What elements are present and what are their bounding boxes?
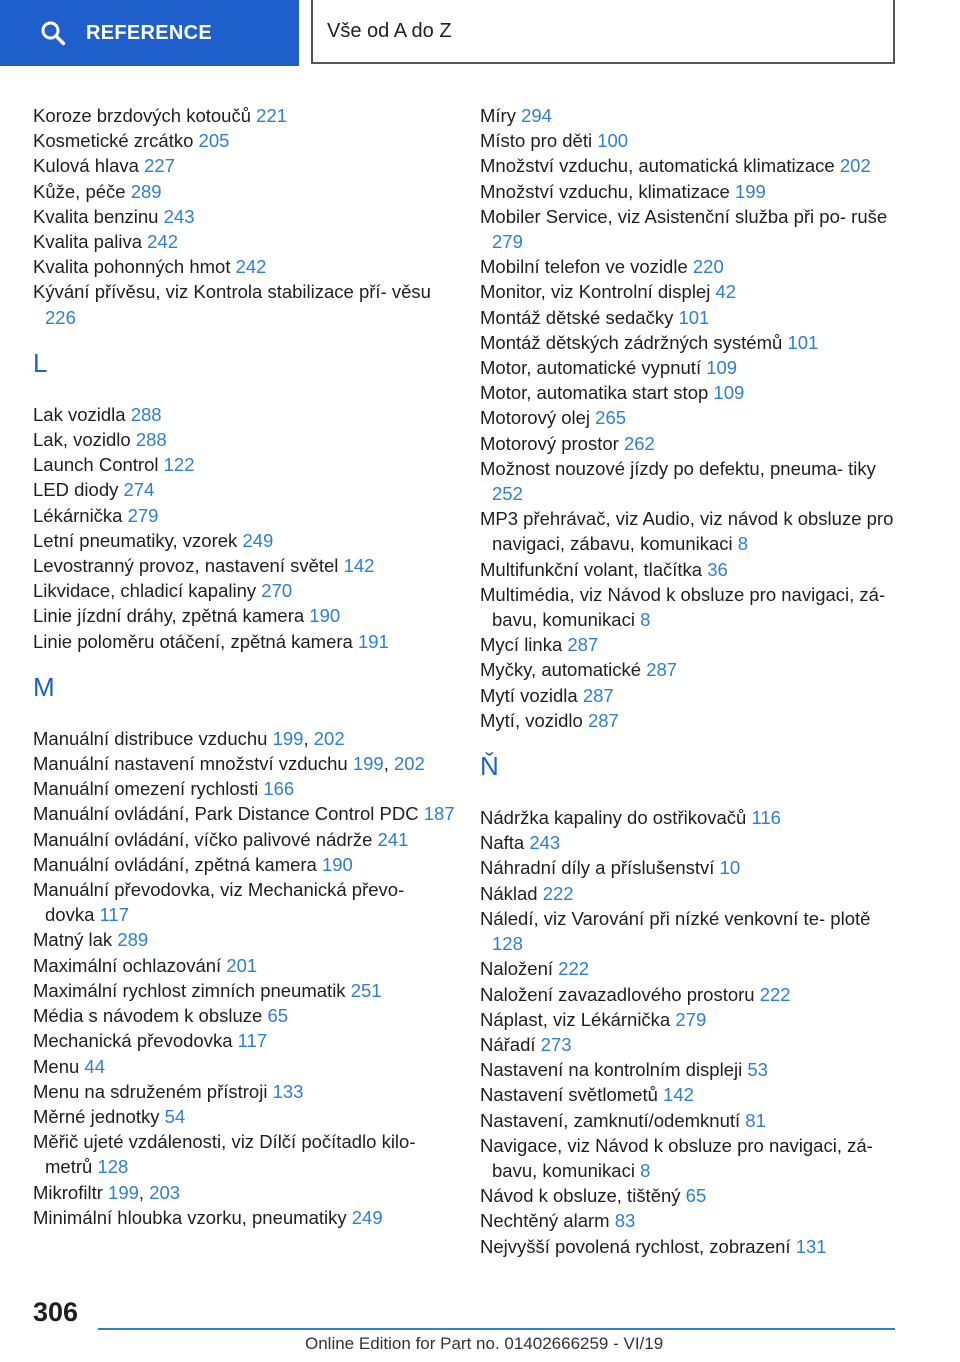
index-entry bbox=[480, 708, 900, 733]
page-link[interactable]: 288 bbox=[130, 403, 162, 425]
page-link[interactable]: 8 bbox=[640, 1159, 651, 1181]
index-entry-text: Nastavení, zamknutí/odemknutí bbox=[480, 1109, 741, 1131]
index-entry-text: Měrné jednotky bbox=[33, 1105, 160, 1127]
index-entry bbox=[33, 603, 458, 628]
index-entry-text: Mobilní telefon ve vozidle bbox=[480, 256, 688, 278]
page-link[interactable]: 199 bbox=[108, 1181, 139, 1203]
index-entry-text: Manuální převodovka, viz Mechanická převo‐ dovka bbox=[33, 879, 405, 926]
page-link[interactable]: 53 bbox=[747, 1059, 768, 1081]
index-entry bbox=[480, 982, 900, 1007]
index-entry bbox=[480, 830, 900, 855]
page-link[interactable]: 279 bbox=[492, 231, 523, 253]
index-entry-text: Linie jízdní dráhy, zpětná kamera bbox=[33, 605, 305, 627]
index-entry-text: Menu na sdruženém přístroji bbox=[33, 1080, 268, 1102]
page-link[interactable]: 222 bbox=[542, 882, 574, 904]
index-entry bbox=[480, 380, 900, 405]
page-link[interactable]: 101 bbox=[787, 331, 819, 353]
index-entry-text: Kvalita paliva bbox=[33, 231, 143, 253]
page-link[interactable]: 202 bbox=[313, 727, 345, 749]
index-entry bbox=[480, 1133, 900, 1183]
index-entry bbox=[480, 254, 900, 279]
index-entry-text: Náklad bbox=[480, 882, 538, 904]
page-link[interactable]: 166 bbox=[263, 778, 295, 800]
index-entry bbox=[33, 1079, 458, 1104]
index-entry bbox=[480, 632, 900, 657]
index-entry bbox=[33, 477, 458, 502]
index-entry: Manuální nastavení množství vzduchu 199, 202 bbox=[33, 753, 425, 775]
index-entry bbox=[480, 557, 900, 582]
index-entry-text: Manuální ovládání, Park Distance Control PDC bbox=[33, 803, 419, 825]
index-entry-text: Manuální ovládání, zpětná kamera bbox=[33, 853, 317, 875]
index-entry bbox=[480, 179, 900, 204]
page-link[interactable]: 221 bbox=[256, 105, 288, 126]
index-entry-text: Motor, automatické vypnutí bbox=[480, 357, 702, 379]
index-column-right bbox=[480, 103, 900, 1259]
page-link[interactable]: 191 bbox=[357, 630, 389, 652]
index-entry-text: Maximální ochlazování bbox=[33, 954, 222, 976]
edition-note: Online Edition for Part no. 01402666259 - VI/19 bbox=[305, 1334, 664, 1353]
index-entry-text: Mikrofiltr bbox=[33, 1181, 103, 1203]
index-entry bbox=[33, 578, 458, 603]
page-link[interactable]: 10 bbox=[719, 857, 741, 879]
index-entry bbox=[480, 1057, 900, 1082]
page-link[interactable]: 287 bbox=[587, 709, 619, 731]
reference-tab-label: REFERENCE bbox=[86, 21, 213, 44]
page-link[interactable]: 202 bbox=[393, 753, 425, 775]
index-entry-text: Naložení zavazadlového prostoru bbox=[480, 983, 755, 1005]
index-entry bbox=[33, 279, 458, 329]
index-entry-text: Lak vozidla bbox=[33, 403, 126, 425]
page-link[interactable]: 203 bbox=[149, 1181, 181, 1203]
index-entry-text: Manuální omezení rychlosti bbox=[33, 778, 259, 800]
index-entry bbox=[33, 1205, 458, 1230]
index-entry-text: Manuální ovládání, víčko palivové nádrže bbox=[33, 828, 373, 850]
index-entry-text: Monitor, viz Kontrolní displej bbox=[480, 281, 711, 303]
index-entry bbox=[480, 330, 900, 355]
page-link[interactable]: 128 bbox=[97, 1156, 129, 1178]
footer-divider bbox=[98, 1328, 895, 1330]
index-entry-text: Multimédia, viz Návod k obsluze pro navigaci, zá‐ bavu, komunikaci bbox=[480, 583, 886, 631]
page-link[interactable]: 242 bbox=[235, 256, 267, 278]
index-entry-text: Likvidace, chladicí kapaliny bbox=[33, 580, 257, 602]
index-entry bbox=[480, 456, 900, 506]
index-entry bbox=[480, 153, 900, 178]
index-entry-text: Náplast, viz Lékárnička bbox=[480, 1008, 671, 1030]
index-entry-text: Kosmetické zrcátko bbox=[33, 130, 194, 152]
index-entry bbox=[480, 279, 900, 304]
index-entry-text: Měřič ujeté vzdálenosti, viz Dílčí počítadlo kilo‐ metrů bbox=[33, 1131, 416, 1178]
index-letter-heading: M bbox=[33, 671, 55, 702]
page-link[interactable]: 265 bbox=[595, 407, 627, 429]
search-icon bbox=[40, 20, 66, 46]
index-entry-text: Manuální distribuce vzduchu bbox=[33, 727, 268, 749]
index-entry bbox=[33, 204, 458, 229]
index-entry bbox=[33, 427, 458, 452]
page-link[interactable]: 249 bbox=[242, 529, 274, 551]
page-link[interactable]: 201 bbox=[226, 954, 258, 976]
page-link[interactable]: 36 bbox=[707, 558, 728, 580]
index-entry bbox=[480, 355, 900, 380]
index-entry-text: Množství vzduchu, automatická klimatizace bbox=[480, 155, 835, 177]
index-entry-text: Motorový olej bbox=[480, 407, 591, 429]
page-link[interactable]: 109 bbox=[706, 357, 738, 379]
page-link[interactable]: 54 bbox=[164, 1105, 186, 1127]
page-link[interactable]: 287 bbox=[646, 659, 678, 681]
index-entry-text: Kulová hlava bbox=[33, 155, 139, 177]
index-entry-text: Letní pneumatiky, vzorek bbox=[33, 529, 238, 551]
index-letter-heading: Ň bbox=[480, 751, 499, 782]
page-link[interactable]: 222 bbox=[558, 958, 590, 980]
index-entry-text: Náledí, viz Varování při nízké venkovní te‐ plotě bbox=[480, 907, 871, 929]
index-entry bbox=[480, 128, 900, 153]
index-entry bbox=[33, 179, 458, 204]
page-link[interactable]: 8 bbox=[737, 533, 749, 555]
index-entry bbox=[480, 1082, 900, 1107]
page-link[interactable]: 42 bbox=[715, 281, 737, 303]
index-entry bbox=[33, 528, 458, 553]
page-link[interactable]: 270 bbox=[261, 580, 293, 602]
page-link[interactable]: 117 bbox=[237, 1030, 268, 1052]
index-entry-text: Mechanická převodovka bbox=[33, 1030, 233, 1052]
index-entry bbox=[33, 128, 458, 153]
page-link[interactable]: 81 bbox=[745, 1109, 766, 1131]
page-link[interactable]: 116 bbox=[751, 807, 781, 829]
index-entry bbox=[480, 305, 900, 330]
index-entry-text: Nechtěný alarm bbox=[480, 1210, 610, 1232]
page-link[interactable]: 251 bbox=[350, 979, 382, 1001]
page-header bbox=[0, 0, 960, 66]
page-link[interactable]: 294 bbox=[521, 105, 552, 126]
index-entry bbox=[480, 1007, 900, 1032]
page-link[interactable]: 190 bbox=[321, 853, 353, 875]
index-entry bbox=[33, 978, 458, 1003]
page-link[interactable]: 205 bbox=[198, 130, 230, 152]
index-entry-text: Kývání přívěsu, viz Kontrola stabilizace pří‐ věsu bbox=[33, 281, 431, 303]
page-link[interactable]: 279 bbox=[127, 504, 159, 526]
page-link[interactable]: 202 bbox=[839, 155, 871, 177]
index-entry bbox=[480, 881, 900, 906]
index-entry bbox=[480, 855, 900, 880]
page-link[interactable]: 243 bbox=[529, 832, 561, 854]
page-link[interactable]: 226 bbox=[45, 306, 76, 328]
index-entry bbox=[480, 683, 900, 708]
index-column-left bbox=[33, 103, 458, 1230]
index-entry bbox=[33, 776, 458, 801]
page-link[interactable]: 187 bbox=[423, 803, 455, 825]
page-link[interactable]: 109 bbox=[713, 382, 745, 404]
index-entry-text: Levostranný provoz, nastavení světel bbox=[33, 555, 339, 577]
page-link[interactable]: 289 bbox=[130, 180, 162, 202]
index-entry-text: Kvalita pohonných hmot bbox=[33, 256, 231, 278]
index-entry-text: Množství vzduchu, klimatizace bbox=[480, 180, 730, 202]
page-link[interactable]: 249 bbox=[351, 1206, 383, 1228]
page-link[interactable]: 274 bbox=[123, 479, 155, 501]
index-entry: Mikrofiltr 199, 203 bbox=[33, 1181, 181, 1203]
index-entry-text: Média s návodem k obsluze bbox=[33, 1005, 263, 1027]
index-entry bbox=[33, 254, 458, 279]
index-entry bbox=[480, 1234, 900, 1259]
page-link[interactable]: 242 bbox=[147, 231, 179, 253]
index-entry-text: Kůže, péče bbox=[33, 180, 126, 202]
index-entry bbox=[480, 1208, 900, 1233]
index-entry bbox=[480, 431, 900, 456]
index-entry bbox=[33, 452, 458, 477]
index-entry-text: Mobiler Service, viz Asistenční služba při po‐ ruše bbox=[480, 205, 888, 227]
index-entry-text: Motor, automatika start stop bbox=[480, 382, 709, 404]
index-entry-text: Maximální rychlost zimních pneumatik bbox=[33, 979, 346, 1001]
index-entry bbox=[33, 1104, 458, 1129]
index-entry-text: Kvalita benzinu bbox=[33, 205, 159, 227]
page-link[interactable]: 65 bbox=[267, 1005, 289, 1027]
index-entry-text: Míry bbox=[480, 105, 516, 126]
index-entry bbox=[33, 1028, 458, 1053]
page-link[interactable]: 262 bbox=[623, 432, 655, 454]
page-link[interactable]: 287 bbox=[582, 684, 614, 706]
index-entry-text: Místo pro děti bbox=[480, 130, 593, 152]
index-entry bbox=[33, 402, 458, 427]
page-link[interactable]: 227 bbox=[144, 155, 175, 177]
page-link[interactable]: 142 bbox=[343, 555, 375, 577]
index-entry bbox=[33, 953, 458, 978]
index-entry-text: Mycí linka bbox=[480, 634, 563, 656]
index-entry bbox=[33, 553, 458, 578]
index-entry bbox=[480, 805, 900, 830]
index-entry-text: Koroze brzdových kotoučů bbox=[33, 105, 252, 126]
page-link[interactable]: 199 bbox=[272, 727, 304, 749]
section-title: Vše od A do Z bbox=[327, 19, 452, 42]
index-entry bbox=[480, 405, 900, 430]
index-entry bbox=[480, 906, 900, 956]
index-entry bbox=[33, 153, 458, 178]
index-entry bbox=[33, 1129, 458, 1179]
index-entry bbox=[480, 1183, 900, 1208]
index-entry-text: Manuální nastavení množství vzduchu bbox=[33, 753, 348, 775]
index-entry-text: Montáž dětské sedačky bbox=[480, 306, 674, 328]
index-entry bbox=[33, 1003, 458, 1028]
index-entry-text: Montáž dětských zádržných systémů bbox=[480, 331, 783, 353]
index-entry-text: Mytí vozidla bbox=[480, 684, 578, 706]
index-entry-text: MP3 přehrávač, viz Audio, viz návod k obsluze pro navigaci, zábavu, komunikaci bbox=[480, 508, 894, 555]
page-link[interactable]: 101 bbox=[678, 306, 710, 328]
page-link[interactable]: 128 bbox=[492, 933, 523, 955]
index-entry-text: Multifunkční volant, tlačítka bbox=[480, 558, 703, 580]
page-link[interactable]: 65 bbox=[685, 1185, 707, 1207]
page-link[interactable]: 288 bbox=[135, 429, 167, 451]
index-entry bbox=[33, 877, 458, 927]
index-entry-text: Nastavení světlometů bbox=[480, 1084, 658, 1106]
index-entry bbox=[480, 506, 900, 556]
index-entry bbox=[33, 629, 458, 654]
index-entry-text: Launch Control bbox=[33, 454, 159, 476]
page-link[interactable]: 222 bbox=[759, 983, 791, 1005]
index-entry bbox=[480, 657, 900, 682]
index-entry bbox=[480, 1032, 900, 1057]
index-entry-text: Náhradní díly a příslušenství bbox=[480, 857, 715, 879]
index-entry-text: Menu bbox=[33, 1055, 80, 1077]
section-title-tab bbox=[311, 0, 895, 64]
index-entry bbox=[33, 103, 458, 128]
index-entry-text: Matný lak bbox=[33, 929, 113, 951]
index-entry bbox=[33, 1054, 458, 1079]
page-link[interactable]: 100 bbox=[597, 130, 629, 152]
index-entry-text: Lak, vozidlo bbox=[33, 429, 131, 451]
page-link[interactable]: 199 bbox=[734, 180, 766, 202]
index-entry bbox=[33, 229, 458, 254]
index-entry-text: Nafta bbox=[480, 832, 525, 854]
index-entry-text: Mytí, vozidlo bbox=[480, 709, 583, 731]
index-entry bbox=[33, 801, 458, 826]
page-link[interactable]: 190 bbox=[309, 605, 341, 627]
index-entry-text: Návod k obsluze, tištěný bbox=[480, 1185, 681, 1207]
page-link[interactable]: 133 bbox=[272, 1080, 304, 1102]
index-entry-text: Nastavení na kontrolním displeji bbox=[480, 1059, 743, 1081]
index-entry-text: Lékárnička bbox=[33, 504, 123, 526]
index-entry: Manuální distribuce vzduchu 199, 202 bbox=[33, 727, 345, 749]
index-entry bbox=[480, 956, 900, 981]
index-entry-text: Nádržka kapaliny do ostřikovačů bbox=[480, 807, 747, 829]
page-link[interactable]: 142 bbox=[663, 1084, 694, 1106]
page-link[interactable]: 117 bbox=[99, 904, 130, 926]
index-entry bbox=[33, 852, 458, 877]
index-entry-text: Linie poloměru otáčení, zpětná kamera bbox=[33, 630, 353, 652]
page-link[interactable]: 287 bbox=[567, 634, 599, 656]
page-number: 306 bbox=[33, 1297, 79, 1327]
page-link[interactable]: 44 bbox=[84, 1055, 105, 1077]
page-link[interactable]: 122 bbox=[163, 454, 195, 476]
index-entry bbox=[33, 503, 458, 528]
reference-tab[interactable] bbox=[0, 0, 299, 66]
index-entry bbox=[480, 582, 900, 632]
page-link[interactable]: 241 bbox=[377, 828, 409, 850]
page-link[interactable]: 273 bbox=[540, 1033, 572, 1055]
index-entry-text: Možnost nouzové jízdy po defektu, pneuma‐ tiky bbox=[480, 457, 876, 479]
page-link[interactable]: 83 bbox=[614, 1210, 636, 1232]
index-entry-text: Motorový prostor bbox=[480, 432, 619, 454]
page-link[interactable]: 8 bbox=[640, 609, 651, 631]
page-link[interactable]: 289 bbox=[117, 929, 149, 951]
page-link[interactable]: 243 bbox=[163, 205, 195, 227]
page-link[interactable]: 252 bbox=[492, 483, 523, 505]
index-entry bbox=[33, 827, 458, 852]
index-entry bbox=[480, 204, 900, 254]
page-link[interactable]: 199 bbox=[352, 753, 384, 775]
index-entry-text: Nejvyšší povolená rychlost, zobrazení bbox=[480, 1235, 791, 1257]
index-entry bbox=[33, 927, 458, 952]
page-link[interactable]: 220 bbox=[692, 256, 724, 278]
index-entry bbox=[480, 103, 900, 128]
page-link[interactable]: 279 bbox=[675, 1008, 707, 1030]
index-entry-text: LED diody bbox=[33, 479, 119, 501]
index-entry-text: Minimální hloubka vzorku, pneumatiky bbox=[33, 1206, 347, 1228]
page-link[interactable]: 131 bbox=[795, 1235, 827, 1257]
index-letter-heading: L bbox=[33, 347, 48, 378]
index-entry-text: Nářadí bbox=[480, 1033, 536, 1055]
index-entry-text: Myčky, automatické bbox=[480, 659, 642, 681]
index-entry-text: Naložení bbox=[480, 958, 554, 980]
index-entry-text: Navigace, viz Návod k obsluze pro navigaci, zá‐ bavu, komunikaci bbox=[480, 1134, 873, 1181]
index-entry bbox=[480, 1108, 900, 1133]
